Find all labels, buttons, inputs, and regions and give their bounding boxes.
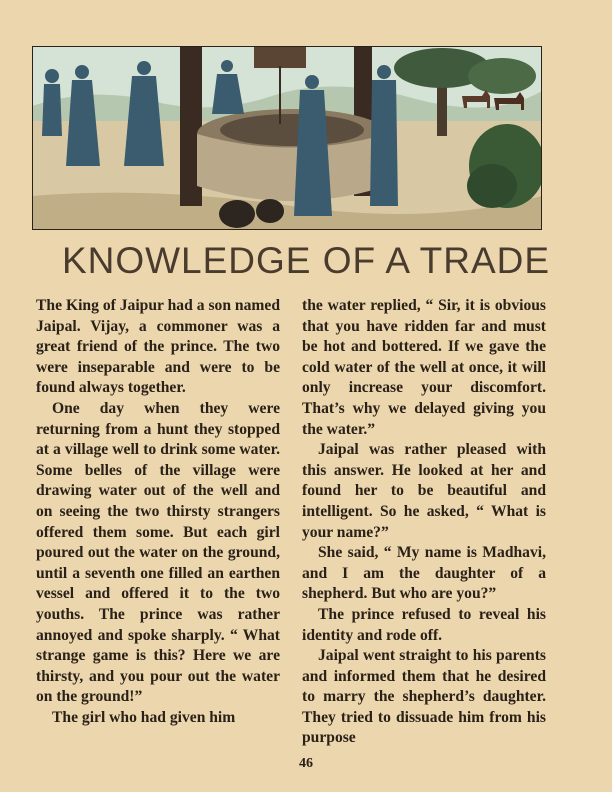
page-number: 46 [299, 756, 313, 771]
paragraph: One day when they were returning from a hunt they stopped at a village well to drink some water. Some belles of the village were drawing water out of the well and on seeing the two thirsty strangers offered them some. But each girl poured out the water on the ground, until a seventh one filled an earthen vessel and offered it to the two youths. The prince was rather annoyed and spoke sharply. “ What strange game is this? Here we are thirsty, and you pour out the water on the ground!” [36, 399, 280, 706]
paragraph: Jaipal was rather pleased with this answer. He looked at her and found her to be beautiful and intelligent. So he asked, “ What is your name?” [302, 441, 546, 541]
paragraph: Jaipal went straight to his parents and informed them that he desired to marry the shepherd’s daughter. They tried to dissuade him from his purpose [302, 647, 546, 747]
right-column [302, 296, 546, 749]
paragraph: the water replied, “ Sir, it is obvious that you have ridden far and must be hot and bottered. If we gave the cold water of the well at once, it will only increase your discomfort. That’s why we delayed giving you the water.” [302, 297, 546, 438]
left-column [36, 296, 280, 728]
story-title: KNOWLEDGE OF A TRADE [61, 240, 551, 281]
paragraph: She said, “ My name is Madhavi, and I am the daughter of a shepherd. But who are you?” [302, 544, 546, 603]
well-scene-illustration [32, 46, 542, 230]
paragraph: The girl who had given him [52, 708, 236, 726]
paragraph: The King of Jaipur had a son named Jaipal. Vijay, a commoner was a great friend of the prince. The two were inseparable and were to be found always together. [36, 297, 280, 397]
paragraph: The prince refused to reveal his identity and rode off. [302, 605, 546, 644]
